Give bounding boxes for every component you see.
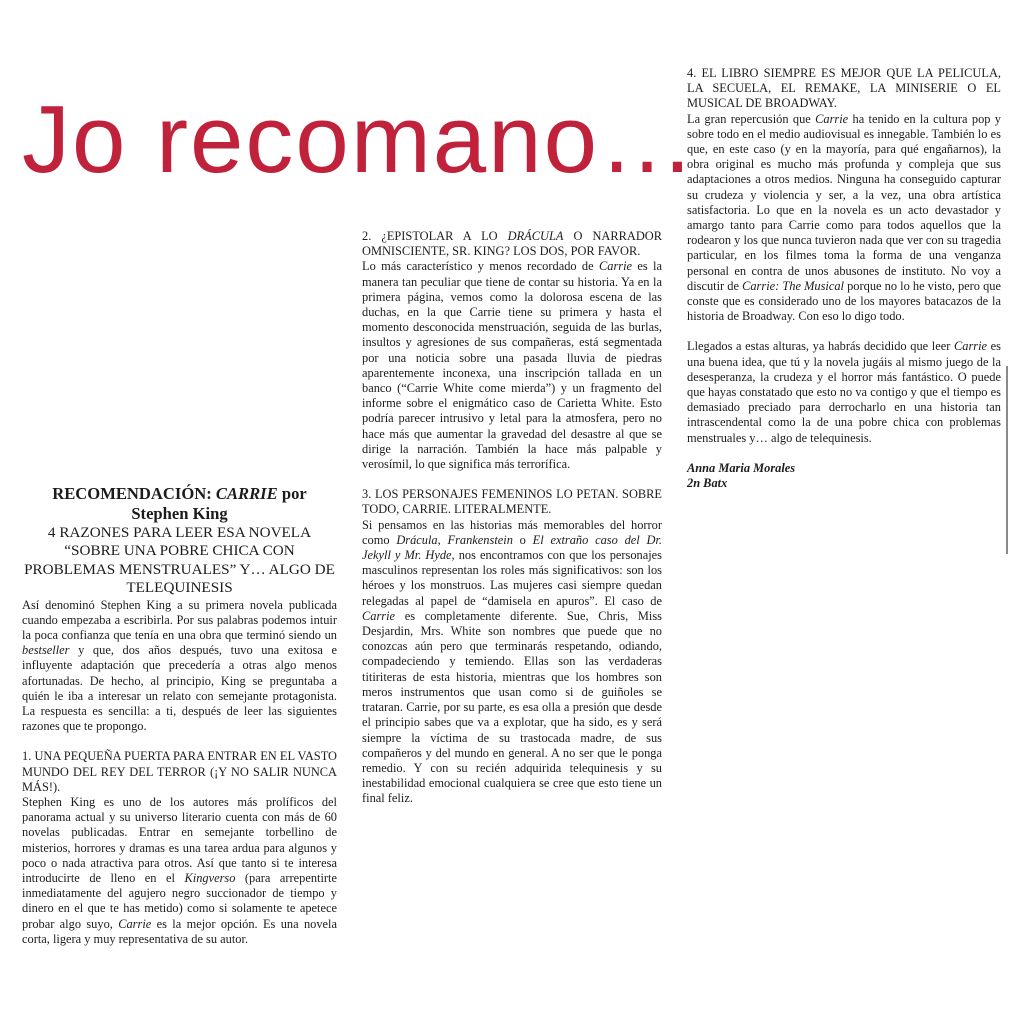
section-1-heading: 1. UNA PEQUEÑA PUERTA PARA ENTRAR EN EL VASTO MUNDO DEL REY DEL TERROR (¡Y NO SALIR NUNCA MÁS!). bbox=[22, 749, 337, 794]
column-right bbox=[687, 66, 1001, 491]
section-4-body bbox=[687, 112, 1001, 325]
text-run: es la manera tan peculiar que tiene de contar su historia. Ya en la primera página, vemos como la dolorosa escena de las duchas, en la que Carrie tiene su primera y hasta el momento desconocida menstruación, seguida de las burlas, insultos y agresiones de sus compañeras, está segmentada por una noticia sobre una pasada lluvia de piedras aparentemente inconexa, una inscripción tallada en un banco (“Carrie White come mierda”) y un fragmento del informe sobre el enigmático caso de Carietta White. Esto podría parecer intrusivo y letal para la atmosfera, pero no hace más que aumentar la gravedad del desastre al que se dirige la narración. También la hace más palpable y verosímil, lo que significa más terrorífica. bbox=[362, 259, 662, 472]
text-run: Si pensamos en las historias más memorables del horror como bbox=[362, 517, 662, 547]
title-work: CARRIE bbox=[215, 484, 278, 503]
italic-run: Kingverso bbox=[184, 871, 236, 886]
italic-run: Frankenstein bbox=[447, 532, 513, 547]
section-4-heading: 4. EL LIBRO SIEMPRE ES MEJOR QUE LA PELICULA, LA SECUELA, EL REMAKE, LA MINISERIE O EL MUSICAL DE BROADWAY. bbox=[687, 66, 1001, 111]
text-run: Así denominó Stephen King a su primera novela publicada cuando empezaba a escribirla. Por sus palabras podemos intuir la poca confianza que tenía en una obra que terminó siendo un bbox=[22, 597, 337, 643]
text-run: es una buena idea, que tú y la novela jugáis al mismo juego de la desesperanza, la crudeza y el horror más fantástico. O puede que hayas constatado que esto no va contigo y que el tiempo es demasiado preciado para derrocharlo en una historia tan intrascendental como la de una pobre chica con problemas menstruales y… algo de telequinesis. bbox=[687, 339, 1002, 445]
text-run: Stephen King es uno de los autores más prolíficos del panorama actual y su universo literario cuenta con más de 60 novelas publicadas. Entrar en semejante torbellino de misterios, horrores y dramas es una tarea ardua para algunos y poco o nada atractiva para otros. Así que tanto si te interesa introducirte de lleno en el bbox=[22, 795, 337, 886]
text-run: La gran repercusión que bbox=[687, 111, 816, 126]
italic-run: bestseller bbox=[22, 643, 70, 658]
italic-run: Drácula bbox=[396, 532, 438, 547]
text-run: (para arrepentirte inmediatamente del agujero negro succionador de tiempo y dinero en el que te has metido) como si solamente te apetece probar algo suyo, bbox=[22, 871, 337, 931]
text-run: es completamente diferente. Sue, Chris, Miss Desjardin, Mrs. White son nombres que puede que no conozcas aún pero que terminarás respetando, odiando, compadeciendo y temiendo. Ellas son las verdaderas titiriteras de esta historia, mientras que los hombres son meros instrumentos que usan como si de guiñoles se trataran. Carrie, por su parte, es esa olla a presión que desde el principio sabes que va a explotar, que ha sido, es y será siempre la víctima de su trastocada madre, de sus compañeros y del mundo en general. A no ser que le ponga remedio. Y con su recién adquirida telequinesis y su inestabilidad emocional cualquiera se cree que esto tiene un final feliz. bbox=[362, 608, 662, 806]
recommendation-subtitle: 4 RAZONES PARA LEER ESA NOVELA “SOBRE UNA POBRE CHICA CON PROBLEMAS MENSTRUALES” Y… ALGO DE TELEQUINESIS bbox=[24, 524, 335, 597]
text-run: , bbox=[437, 532, 448, 547]
signature-author: Anna Maria Morales bbox=[687, 460, 796, 475]
column-middle bbox=[362, 229, 662, 807]
text-run: 2. ¿EPISTOLAR A LO bbox=[362, 229, 508, 243]
signature-class: 2n Batx bbox=[687, 476, 728, 491]
recommendation-title bbox=[22, 484, 337, 524]
italic-run: Carrie bbox=[362, 608, 396, 623]
masthead-title: Jo recomano… bbox=[22, 86, 697, 193]
section-1-body bbox=[22, 795, 337, 947]
text-run: o bbox=[512, 532, 533, 547]
section-3-body bbox=[362, 518, 662, 807]
text-run: Llegados a estas alturas, ya habrás decidido que leer bbox=[687, 339, 954, 354]
italic-run: DRÁCULA bbox=[507, 229, 564, 243]
italic-run: Carrie bbox=[954, 339, 988, 354]
italic-run: Carrie bbox=[598, 259, 633, 274]
column-left bbox=[22, 484, 337, 947]
italic-run: Carrie bbox=[118, 916, 152, 931]
italic-run: El extraño caso del Dr. Jekyll y Mr. Hyde bbox=[362, 532, 662, 563]
text-run: es la mejor opción. Es una novela corta, ligera y muy representativa de su autor. bbox=[22, 916, 337, 946]
conclusion-paragraph bbox=[687, 339, 1001, 445]
section-2-body bbox=[362, 259, 662, 472]
title-prefix: RECOMENDACIÓN: bbox=[52, 484, 216, 503]
text-run: ha tenido en la cultura pop y sobre todo en el medio audiovisual es innegable. También lo es que, en este caso (y en la mayoría, para qué engañarnos), la obra original es mucho más profunda y compleja que sus adaptaciones a otros medios. Ninguna ha conseguido capturar su crudeza y violencia y ser, a la vez, una obra artística satisfactoria. Lo que en la novela es un acto devastador y amargo tanto para Carrie como para todos aquellos que la rodearon y los que nunca tuvieron nada que ver con su tragedia particular, en los filmes toma la forma de una venganza personal en contra de unos abusones de instituto. No voy a discutir de bbox=[687, 111, 1002, 293]
text-run: Lo más característico y menos recordado de bbox=[362, 259, 599, 274]
intro-paragraph bbox=[22, 598, 337, 735]
text-run: , nos encontramos con que los personajes masculinos representan los roles más significativos: son los héroes y los monstruos. Las mujeres casi siempre quedan relegadas al papel de “damisela en apuros”. El caso de bbox=[362, 548, 662, 608]
italic-run: Carrie bbox=[815, 111, 849, 126]
section-3-heading: 3. LOS PERSONAJES FEMENINOS LO PETAN. SOBRE TODO, CARRIE. LITERALMENTE. bbox=[362, 487, 662, 517]
text-run: y que, dos años después, tuvo una exitosa e influyente adaptación que precedería a otras algo menos afortunadas. De hecho, al principio, King se preguntaba a quién le iba a interesar un relato con semejante protagonista. La respuesta es sencilla: a ti, después de leer las siguientes razones que te propongo. bbox=[22, 643, 337, 734]
column-rule bbox=[1006, 366, 1008, 554]
text-run: porque no lo he visto, pero que conste que es considerado uno de los mayores batacazos de la historia de Broadway. Con eso lo digo todo. bbox=[687, 278, 1002, 324]
title-suffix: por Stephen King bbox=[131, 484, 307, 523]
section-2-heading bbox=[362, 229, 662, 259]
text-run: O NARRADOR OMNISCIENTE, SR. KING? LOS DOS, POR FAVOR. bbox=[362, 229, 662, 259]
italic-run: Carrie: The Musical bbox=[742, 278, 844, 293]
